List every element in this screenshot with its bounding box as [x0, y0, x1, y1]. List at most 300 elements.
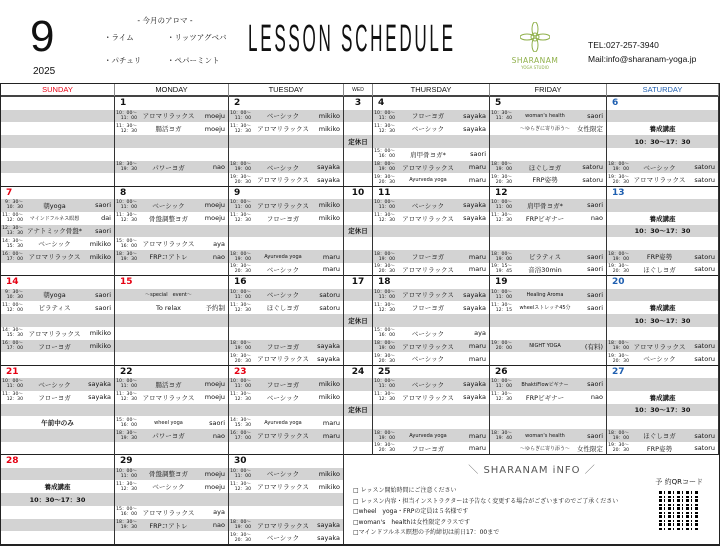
end-time: 16：00: [378, 154, 395, 160]
week-row: [1, 276, 719, 366]
start-time: 19：00〜: [491, 341, 512, 347]
class-slot: [229, 263, 343, 276]
start-time: 15：00〜: [116, 238, 137, 244]
start-time: 11：30〜: [230, 481, 251, 487]
end-time: 20：30: [612, 448, 629, 454]
class-time: [607, 264, 631, 274]
instructor: mikiko: [318, 214, 340, 223]
instructor: aya: [213, 239, 225, 248]
class-time: [229, 418, 253, 428]
end-time: 19：45: [495, 269, 512, 275]
class-name: アロマリラックス: [257, 201, 309, 210]
instructor: satoru: [582, 163, 603, 172]
instructor: mikiko: [89, 252, 111, 261]
instructor: sayaka: [463, 201, 486, 210]
qr-code-icon[interactable]: [659, 490, 699, 530]
start-time: 19：30〜: [608, 264, 629, 270]
class-slot: [607, 237, 718, 250]
date-number: 22: [120, 366, 133, 377]
start-time: 11：30〜: [491, 302, 512, 308]
class-time: [607, 431, 631, 441]
end-time: 11：00: [495, 294, 512, 300]
start-time: 19：30〜: [374, 443, 395, 449]
instructor: nao: [590, 214, 603, 223]
class-slot: [1, 519, 114, 532]
instructor: mikiko: [89, 329, 111, 338]
class-slot: [607, 340, 718, 353]
class-slot: [229, 135, 343, 148]
class-name: アロマリラックス: [28, 253, 81, 262]
class-name: 骨盤調整ヨガ: [149, 214, 188, 223]
date-number: 15: [120, 277, 133, 287]
class-name: ベーシック: [266, 534, 300, 543]
instructor: mikiko: [89, 342, 111, 351]
class-time: [115, 252, 139, 262]
class-time: [490, 392, 514, 402]
weekday-tuesday: TUESDAY: [229, 84, 344, 96]
class-slot: [1, 416, 114, 429]
class-slot: [115, 122, 228, 135]
class-slot: [1, 148, 114, 161]
class-slot: [229, 391, 343, 404]
end-time: 10：30: [6, 294, 23, 300]
class-time: [490, 341, 514, 351]
class-time: [607, 162, 631, 172]
class-name: パワーヨガ: [152, 432, 185, 441]
class-slot: [1, 493, 114, 506]
class-time: [373, 162, 397, 172]
class-slot: [490, 416, 606, 429]
class-time: [373, 213, 397, 223]
class-name: マインドフルネス瞑想: [29, 215, 80, 222]
class-name: アロマリラックス: [257, 521, 309, 530]
class-slot: [344, 148, 372, 161]
class-time: [1, 213, 25, 223]
class-time: [490, 213, 514, 223]
class-time: [229, 520, 253, 530]
class-slot: [115, 352, 228, 365]
class-time: [1, 290, 25, 300]
class-name: フローヨガ: [411, 112, 445, 121]
aroma-item: ・パチュリ: [104, 56, 142, 65]
date-number: 19: [495, 277, 508, 287]
instructor: saori: [587, 303, 603, 312]
weekday-wed: WED: [344, 84, 373, 96]
class-slot: [115, 199, 228, 212]
class-slot: [490, 173, 606, 186]
day-cell: [229, 97, 344, 186]
class-slot: [607, 429, 718, 442]
class-time: [490, 200, 514, 210]
end-time: 19：00: [495, 167, 512, 173]
class-time: [490, 252, 514, 262]
start-time: 10：30〜: [491, 110, 512, 116]
start-time: 11：30〜: [230, 123, 251, 129]
start-time: 9：30〜: [5, 289, 23, 295]
end-time: 19：00: [612, 346, 629, 352]
class-slot: [115, 225, 228, 238]
end-time: 11：00: [378, 115, 395, 121]
end-time: 11：00: [120, 384, 137, 390]
day-cell: [115, 187, 229, 276]
instructor: mikiko: [318, 482, 340, 491]
class-slot: [229, 404, 343, 417]
class-name: Ayurveda yoga: [264, 419, 302, 426]
date-number: 5: [495, 98, 502, 108]
week-row: [1, 97, 719, 187]
class-slot: [344, 314, 372, 327]
slot-note: 養成講座: [44, 483, 71, 492]
end-time: 19：00: [234, 525, 251, 531]
class-slot: [607, 416, 718, 429]
class-time: [229, 264, 253, 274]
instructor: moeju: [204, 380, 225, 389]
end-time: 12：30: [495, 218, 512, 224]
class-slot: [115, 237, 228, 250]
end-time: 20：30: [378, 179, 395, 185]
week-row: [1, 455, 719, 545]
class-slot: [490, 289, 606, 302]
instructor: nao: [212, 252, 225, 261]
slot-note: 定休日: [348, 406, 368, 415]
class-slot: [229, 416, 343, 429]
instructor: maru: [468, 444, 486, 453]
start-time: 10：00〜: [116, 110, 137, 116]
day-cell: [607, 97, 719, 186]
date-number: 11: [378, 187, 391, 198]
class-slot: [607, 122, 718, 135]
instructor: mikiko: [318, 124, 340, 133]
monthly-aroma: [100, 15, 230, 66]
start-time: 9：30〜: [5, 200, 23, 206]
start-time: 14：30〜: [2, 238, 23, 244]
class-slot: [1, 301, 114, 314]
class-time: [490, 379, 514, 389]
class-time: [229, 431, 253, 441]
class-slot: [373, 416, 489, 429]
class-slot: [229, 225, 343, 238]
class-time: [229, 469, 253, 479]
class-slot: [229, 493, 343, 506]
end-time: 19：00: [612, 435, 629, 441]
start-time: 11：30〜: [491, 392, 512, 398]
class-name: 骨盤調整ヨガ: [149, 470, 188, 479]
class-name: アナトミック骨盤*: [26, 227, 83, 236]
contact-info: [588, 38, 696, 66]
class-slot: [607, 289, 718, 302]
class-slot: [344, 301, 372, 314]
class-name: パワーヨガ: [152, 163, 185, 172]
class-name: フローヨガ: [38, 342, 71, 351]
end-time: 19：00: [378, 256, 395, 262]
class-name: フローヨガ: [411, 253, 445, 262]
date-number: 14: [6, 277, 19, 287]
class-slot: [344, 263, 372, 276]
class-name: フローヨガ: [266, 380, 300, 389]
start-time: 18：00〜: [374, 162, 395, 168]
start-time: 18：00〜: [491, 251, 512, 257]
weekday-friday: FRIDAY: [490, 84, 607, 96]
class-slot: [115, 340, 228, 353]
end-time: 15：30: [234, 422, 251, 428]
instructor: saori: [95, 226, 111, 235]
class-name: アロマリラックス: [142, 508, 195, 517]
class-time: [229, 303, 253, 313]
instructor: satoru: [694, 431, 715, 440]
start-time: 15：00〜: [374, 328, 395, 334]
class-name: 〜ゆらぎに寄り添う〜: [519, 445, 570, 452]
end-time: 16：00: [120, 422, 137, 428]
class-time: [373, 328, 397, 338]
class-slot: [229, 442, 343, 455]
class-name: 朝yoga: [43, 291, 66, 300]
class-slot: [373, 442, 489, 455]
class-slot: [373, 148, 489, 161]
instructor: nao: [590, 393, 603, 402]
class-name: FRPコアトレ: [149, 253, 188, 262]
instructor: saori: [209, 418, 225, 427]
class-name: アロマリラックス: [402, 265, 454, 274]
class-name: アロマリラックス: [402, 163, 454, 172]
class-time: [229, 392, 253, 402]
class-slot: [373, 161, 489, 174]
day-cell: [1, 97, 115, 186]
class-slot: [344, 122, 372, 135]
end-time: 19：00: [234, 256, 251, 262]
class-time: [607, 354, 631, 364]
class-time: [115, 111, 139, 121]
end-time: 11：00: [6, 384, 23, 390]
class-slot: [607, 442, 718, 455]
instructor: (有料): [584, 342, 603, 351]
class-time: [229, 290, 253, 300]
instructor: 予約制: [205, 304, 225, 313]
weekday-header: [1, 84, 719, 97]
start-time: 19：30〜: [374, 353, 395, 359]
class-slot: [229, 122, 343, 135]
end-time: 11：40: [495, 115, 512, 121]
instructor: satoru: [319, 290, 340, 299]
class-time: [229, 379, 253, 389]
instructor: sayaka: [88, 393, 111, 402]
month-number: 9: [30, 12, 55, 61]
start-time: 18：30〜: [116, 520, 137, 526]
end-time: 19：40: [495, 435, 512, 441]
class-slot: [1, 442, 114, 455]
slot-note: 午前中のみ: [41, 419, 74, 428]
class-slot: [229, 378, 343, 391]
class-time: [229, 533, 253, 543]
class-slot: [490, 199, 606, 212]
slot-note: 10：30〜17：30: [29, 495, 86, 504]
day-cell: [373, 97, 490, 186]
instructor: sayaka: [463, 290, 486, 299]
class-name: アロマリラックス: [142, 240, 195, 249]
end-time: 11：00: [234, 115, 251, 121]
class-slot: [115, 289, 228, 302]
class-slot: [1, 429, 114, 442]
class-slot: [229, 199, 343, 212]
class-time: [490, 431, 514, 441]
start-time: 19：15〜: [491, 264, 512, 270]
class-time: [607, 341, 631, 351]
instructor: moeju: [204, 111, 225, 120]
class-name: NIGHT YOGA: [529, 343, 561, 350]
date-number: 8: [120, 187, 127, 198]
instructor: saori: [470, 150, 486, 159]
class-slot: [344, 212, 372, 225]
end-time: 19：00: [612, 167, 629, 173]
class-slot: [115, 314, 228, 327]
instructor: satoru: [694, 354, 715, 363]
class-time: [1, 379, 25, 389]
class-time: [229, 162, 253, 172]
end-time: 19：30: [120, 525, 137, 531]
class-name: ベーシック: [266, 470, 300, 479]
class-slot: [1, 340, 114, 353]
class-slot: [490, 314, 606, 327]
instructor: maru: [468, 354, 486, 363]
class-slot: [115, 263, 228, 276]
day-cell: [229, 276, 344, 365]
class-slot: [115, 391, 228, 404]
class-time: [115, 482, 139, 492]
start-time: 14：30〜: [2, 328, 23, 334]
class-name: ベーシック: [38, 380, 71, 389]
slot-note: 10：30〜17：30: [634, 227, 691, 236]
class-slot: [1, 225, 114, 238]
class-time: [115, 162, 139, 172]
start-time: 10：00〜: [491, 379, 512, 385]
instructor: aya: [213, 508, 225, 517]
start-time: 18：00〜: [374, 430, 395, 436]
class-slot: [490, 429, 606, 442]
start-time: 11：00〜: [2, 213, 23, 219]
day-cell: [490, 276, 607, 365]
class-slot: [344, 429, 372, 442]
class-slot: [344, 340, 372, 353]
class-time: [373, 354, 397, 364]
class-slot: [115, 416, 228, 429]
class-time: [229, 252, 253, 262]
class-slot: [344, 161, 372, 174]
day-cell: [490, 97, 607, 186]
class-slot: [490, 404, 606, 417]
instructor: sayaka: [463, 214, 486, 223]
class-slot: [1, 173, 114, 186]
aroma-item: ・リッツアグベバ: [167, 33, 227, 42]
end-time: 11：00: [120, 115, 137, 121]
class-slot: [344, 378, 372, 391]
class-slot: [344, 225, 372, 238]
instructor: maru: [468, 265, 486, 274]
class-slot: [1, 506, 114, 519]
start-time: 19：30〜: [230, 264, 251, 270]
start-time: 18：00〜: [230, 251, 251, 257]
end-time: 19：00: [234, 167, 251, 173]
class-time: [607, 443, 631, 453]
start-time: 18：00〜: [230, 162, 251, 168]
start-time: 10：00〜: [374, 289, 395, 295]
class-name: アロマリラックス: [28, 329, 81, 338]
end-time: 11：00: [120, 205, 137, 211]
end-time: 11：00: [234, 294, 251, 300]
class-name: Ayurveda yoga: [409, 176, 447, 183]
info-panel: [345, 455, 719, 544]
start-time: 11：00〜: [2, 302, 23, 308]
instructor: sayaka: [463, 111, 486, 120]
instructor: satoru: [694, 252, 715, 261]
class-slot: [490, 263, 606, 276]
aroma-item: ・ライム: [104, 33, 134, 42]
end-time: 20：30: [378, 358, 395, 364]
class-name: ベーシック: [411, 329, 445, 338]
instructor: satoru: [694, 175, 715, 184]
instructor: maru: [468, 342, 486, 351]
instructor: sayaka: [317, 163, 340, 172]
class-time: [1, 303, 25, 313]
start-time: 10：00〜: [2, 379, 23, 385]
day-cell: [490, 366, 607, 455]
class-slot: [115, 327, 228, 340]
start-time: 11：30〜: [116, 213, 137, 219]
class-time: [229, 200, 253, 210]
instructor: sayaka: [317, 521, 340, 530]
instructor: sayaka: [463, 393, 486, 402]
class-time: [1, 392, 25, 402]
start-time: 19：30〜: [491, 174, 512, 180]
end-time: 12：30: [378, 397, 395, 403]
class-slot: [229, 212, 343, 225]
end-time: 19：00: [378, 346, 395, 352]
start-time: 10：00〜: [116, 200, 137, 206]
start-time: 10：00〜: [116, 468, 137, 474]
day-cell: [373, 366, 490, 455]
day-cell: [344, 366, 373, 455]
end-time: 15：30: [6, 333, 23, 339]
class-slot: [373, 212, 489, 225]
class-time: [229, 482, 253, 492]
class-name: アロマリラックス: [257, 125, 309, 134]
class-slot: [607, 212, 718, 225]
weekday-monday: MONDAY: [115, 84, 229, 96]
class-slot: [1, 327, 114, 340]
class-slot: [344, 135, 372, 148]
weekday-thursday: THURSDAY: [373, 84, 490, 96]
class-slot: [607, 404, 718, 417]
instructor: moeju: [204, 214, 225, 223]
class-slot: [1, 212, 114, 225]
start-time: 18：30〜: [491, 430, 512, 436]
class-time: [1, 328, 25, 338]
start-time: 10：00〜: [230, 200, 251, 206]
start-time: 10：00〜: [116, 379, 137, 385]
class-slot: [115, 173, 228, 186]
date-number: [1, 97, 114, 110]
instructor: mikiko: [89, 239, 111, 248]
start-time: 19：30〜: [608, 353, 629, 359]
class-slot: [607, 225, 718, 238]
class-time: [373, 264, 397, 274]
start-time: 11：30〜: [374, 302, 395, 308]
slot-note: 養成講座: [649, 393, 676, 402]
end-time: 12：30: [234, 218, 251, 224]
end-time: 12：30: [378, 128, 395, 134]
class-name: アロマリラックス: [633, 176, 686, 185]
class-name: ピラティス: [529, 253, 561, 262]
instructor: saori: [587, 252, 603, 261]
class-slot: [373, 404, 489, 417]
